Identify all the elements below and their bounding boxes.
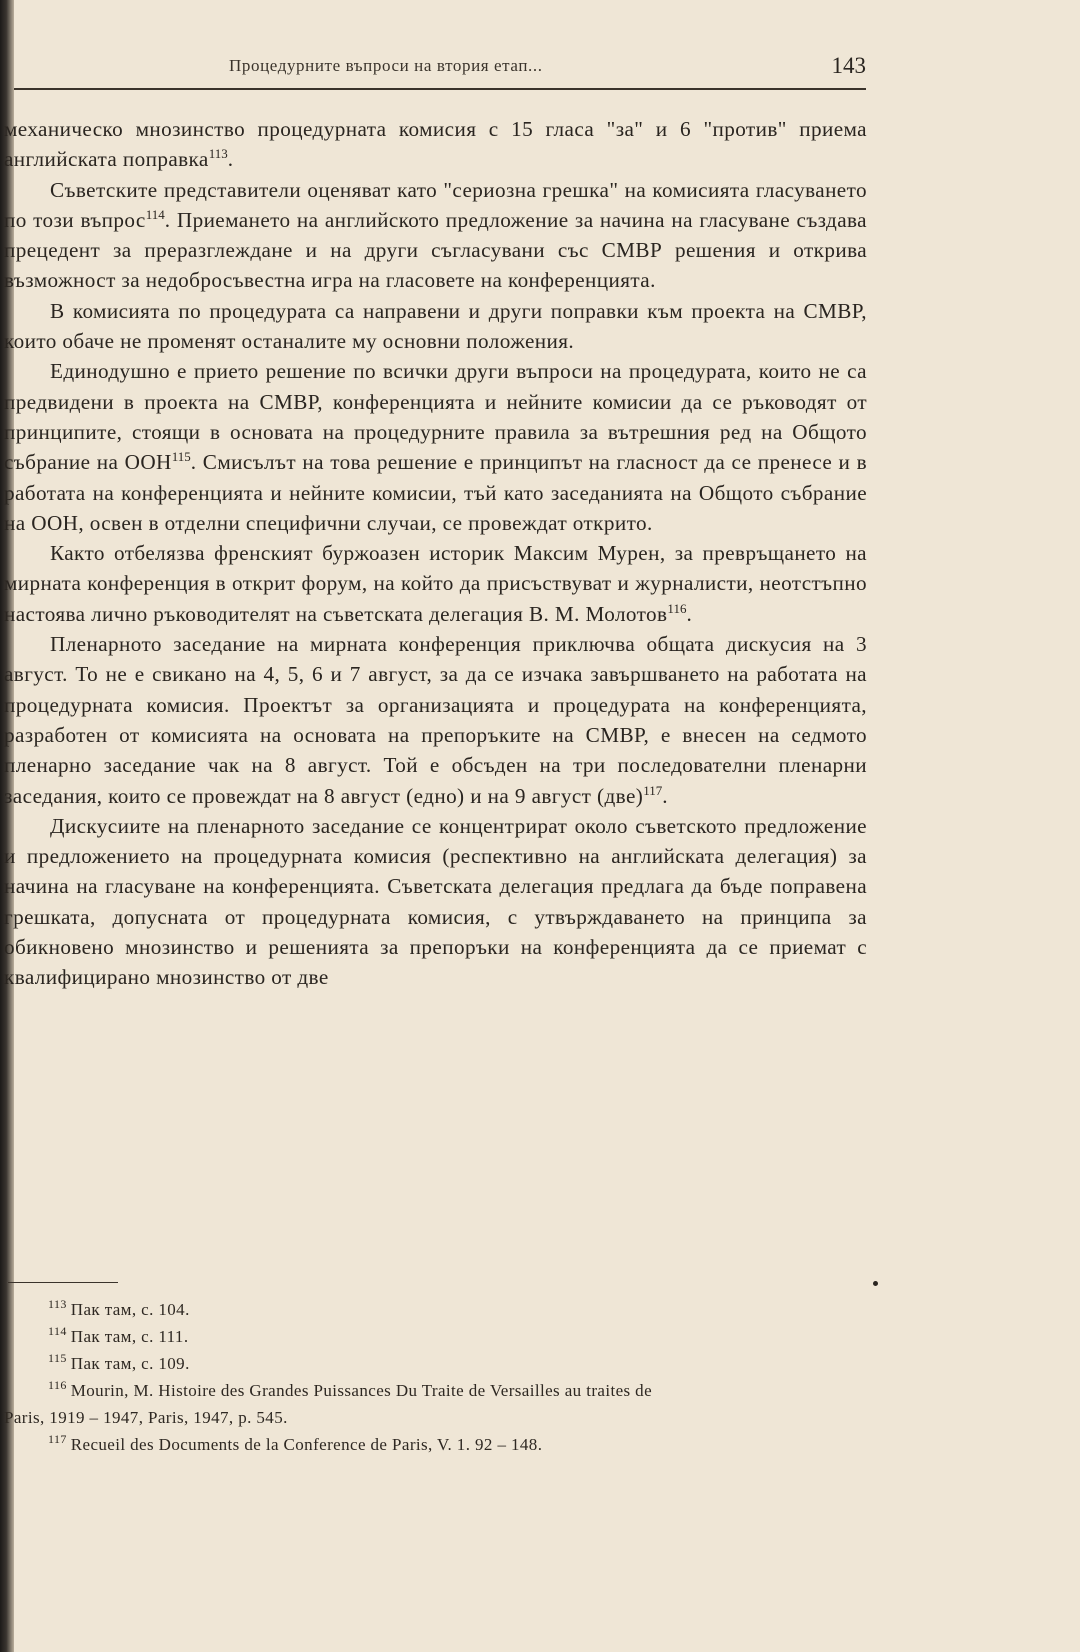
paragraph-text: . Приемането на английското предложение за начина на гласуване създава прецедент за преразглеждане и на други съгласувани със СМВР решения и открива възможност за недобросъвестна игра на гласовете на конференцията. xyxy=(4,207,867,293)
footnote-text: Пак там, с. 109. xyxy=(70,1354,190,1373)
running-title: Процедурните въпроси на втория етап... xyxy=(229,56,543,75)
paragraph xyxy=(4,811,867,993)
running-header xyxy=(14,50,866,90)
footnote-ref[interactable]: 113 xyxy=(208,146,228,162)
paragraph xyxy=(4,175,867,296)
paragraph-text: Дискусиите на пленарното заседание се концентрират около съветското предложение и предложението на процедурната комисия (респективно на английската делегация) за начина на гласуване на конференцията. Съветската делегация предлага да бъде поправена грешката, допусната от процедурната комисия, с утвърждаването на принципа за обикновено мнозинство и решенията за препоръки на конференцията да се приемат с квалифицирано мнозинство от две xyxy=(4,813,867,990)
footnote-number: 115 xyxy=(48,1351,67,1366)
footnote-number: 114 xyxy=(48,1324,67,1339)
footnote-text: Пак там, с. 104. xyxy=(70,1300,190,1319)
footnote-text: Пак там, с. 111. xyxy=(70,1327,189,1346)
paragraph xyxy=(4,114,867,175)
footnote-ref[interactable]: 115 xyxy=(171,449,191,465)
paragraph-text: . Смисълът на това решение е принципът на гласност да се пренесе и в работата на конференцията и нейните комисии, тъй като заседанията на Общото събрание на ООН, освен в отделни специфични случаи, се провеждат открито. xyxy=(4,450,867,535)
paragraph-text: . xyxy=(686,601,693,626)
paragraph-text: Единодушно е прието решение по всички други въпроси на процедурата, които не са предвидени в проекта на СМВР, конференцията и нейните комисии да се ръководят от принципите, стоящи в основата на процедурните правила за вътрешния ред на Общото събрание на ООН xyxy=(4,359,867,475)
paragraph xyxy=(4,538,867,629)
footnote-number: 117 xyxy=(48,1432,67,1447)
footnote-item xyxy=(4,1323,864,1350)
footnote-continuation xyxy=(4,1404,864,1431)
footnote-item xyxy=(4,1431,864,1458)
footnote-number: 113 xyxy=(48,1297,67,1312)
footnote-item xyxy=(4,1377,864,1404)
footnote-ref[interactable]: 114 xyxy=(145,206,165,222)
paragraph xyxy=(4,296,867,357)
paragraph-text: . xyxy=(662,783,668,808)
ink-speck xyxy=(873,1281,878,1286)
footnote-ref[interactable]: 116 xyxy=(667,600,687,616)
footnote-text: Paris, 1919 – 1947, Paris, 1947, p. 545. xyxy=(4,1408,288,1427)
footnote-ref[interactable]: 117 xyxy=(643,782,663,798)
paragraph-text: . xyxy=(227,147,234,172)
paragraph-text: В комисията по процедурата са направени и други поправки към проекта на СМВР, които обаче не променят останалите му основни положения. xyxy=(4,298,867,354)
paragraph xyxy=(4,629,867,811)
main-text xyxy=(4,114,867,1264)
footnote-item xyxy=(4,1350,864,1377)
paragraph-text: Пленарното заседание на мирната конференция приключва общата дискусия на 3 август. То не е свикано на 4, 5, 6 и 7 август, за да се изчака завършването на работата на процедурната комисия. Проектът за организацията и процедурата на конференцията, разработен от комисията на основата на препоръките на СМВР, е внесен на седмото пленарно заседание чак на 8 август. Той е обсъден на три последователни пленарни заседания, които се провеждат на 8 август (едно) и на 9 август (две) xyxy=(4,632,867,808)
footnote-divider xyxy=(8,1282,118,1283)
paragraph-text: Както отбелязва френският буржоазен историк Максим Мурен, за превръщането на мирната конференция в открит форум, на който да присъствуват и журналисти, неотстъпно настоява лично ръководителят на съветската делегация В. М. Молотов xyxy=(4,541,867,626)
footnote-text: Recueil des Documents de la Conference de Paris, V. 1. 92 – 148. xyxy=(70,1435,543,1454)
paragraph-text: механическо мнозинство процедурната комисия с 15 гласа "за" и 6 "против" приема английската поправка xyxy=(4,117,867,172)
footnote-text: Mourin, M. Histoire des Grandes Puissances Du Traite de Versailles au traites de xyxy=(70,1381,653,1400)
footnotes xyxy=(4,1296,864,1458)
paragraph xyxy=(4,356,867,538)
footnote-number: 116 xyxy=(48,1378,67,1393)
page-number: 143 xyxy=(831,53,866,78)
paragraph-text: Съветските представители оценяват като "сериозна грешка" на комисията гласуването по този въпрос xyxy=(4,177,867,232)
footnote-item xyxy=(4,1296,864,1323)
